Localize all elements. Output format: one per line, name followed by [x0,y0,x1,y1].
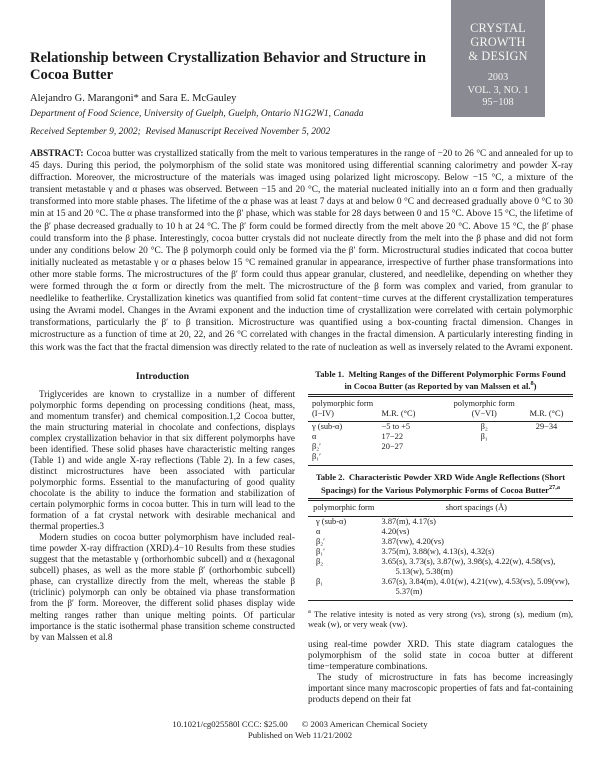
table1-melting-ranges [308,394,573,466]
article-authors: Alejandro G. Marangoni* and Sara E. McGauley [30,93,237,104]
table-cell: 17−22 [381,432,404,442]
table-cell: 3.67(s), 3.84(m), 4.01(w), 4.21(vw), 4.53(vs), 5.09(vw), 5.37(m) [381,576,570,596]
table-header-cell: short spacings (Å) [380,500,573,517]
right-col-paragraph-2: The study of microstructure in fats has become increasingly important since many macroscopic properties of fats and fat-containing products depend on their fat [308,672,573,705]
table-cell: β₂′ [316,536,326,546]
right-col-paragraph-1: using real-time powder XRD. This state diagram catalogues the polymorphism of the solid state in cocoa butter at different time−temperature combinations. [308,638,573,672]
page-footer [0,719,600,741]
two-column-body [30,369,573,706]
table-row [308,442,573,452]
journal-issue-info [451,72,545,109]
table-cell: β₁′ [316,546,326,556]
table-header-cell: polymorphic form [308,500,380,517]
published-on-web-line: Published on Web 11/21/2002 [247,730,353,740]
table-header-row [308,500,573,517]
article-title: Relationship between Crystallization Behavior and Structure in Cocoa Butter [30,50,426,83]
table-cell: γ (sub-α) [316,516,347,526]
intro-paragraph-2: Modern studies on cocoa butter polymorphism have included real-time powder X-ray diffraction (XRD).4−10 Results from these studies suggest that the metastable γ (orthorhombic subcell) and α (hexagonal subcell) phases, as well as the more stable β′ (orthorhombic subcell) phase, can crystallize directly from the melt, whereas the stable β (triclinic) polymorph can only be obtained via phase transformation from the β′ form. Moreover, the different solid phases display wide melting ranges rather than unique melting points. Of particular importance is the static isothermal phase transition scheme constructed by van Malssen et al.8 [30,532,295,642]
table-header-row [308,396,573,422]
table-cell [380,452,449,466]
table-row [308,527,573,537]
section-heading-introduction: Introduction [135,370,190,382]
table-cell [520,442,573,452]
table-row [308,516,573,527]
table-row [308,452,573,466]
table-cell: 3.87(vw), 4.20(vs) [381,536,444,546]
journal-name-line-2: GROWTH [470,34,526,49]
journal-pages: 95−108 [482,97,514,109]
received-dates: Received September 9, 2002; Revised Manuscript Received November 5, 2002 [30,127,331,137]
table-header-cell: polymorphic form (I−IV) [308,396,380,422]
table-cell [448,452,520,466]
journal-name-line-1: CRYSTAL [470,21,526,35]
table2-title: Table 2. Characteristic Powder XRD Wide Angle Reflections (Short Spacings) for the Various Polymorphic Forms of Cocoa Butter$^{27,a}$ [315,472,566,495]
table-cell: 3.87(m), 4.17(s) [381,516,436,526]
footer-doi-copyright-line [0,719,600,730]
intro-paragraph-1: Triglycerides are known to crystallize in a number of different polymorphic forms depending on processing conditions (heat, mass, and momentum transfer) and chemical composition.1,2 Cocoa butter, the main structuring material in chocolate and confections, displays complex crystallization behavior in that six different polymorphs have been identified. These solid phases have characteristic melting ranges (Table 1) and wide angle X-ray reflections (Table 2). In a few cases, distinct microstructures have been associated with particular polymorphic forms. Essential to the manufacturing of good quality chocolate is the ability to induce the formation and stabilization of certain polymorphic forms in cocoa butter. This in turn will lead to the formation of a fat crystal network with desirable mechanical and thermal properties.3 [30,388,295,532]
table-header-cell: M.R. (°C) [380,396,449,422]
abstract-text: Cocoa butter was crystallized statically from the melt to various temperatures in the range of −20 to 26 °C and annealed for up to 45 days. During this period, the polymorphism of the solid state was monitored using differential scanning calorimetry and powder X-ray diffraction. Moreover, the microstructure of the materials was imaged using polarized light microscopy. Below −15 °C, a mixture of the transient metastable γ and α phases was observed. Between −15 and 20 °C, the material nucleated initially into an α form and then gradually transformed into more stable phases. The lifetime of the α phase was at least 7 days at and below 0 °C and decreased gradually above 0 °C to 30 min at 15 and 20 °C. The α phase transformed into the β′ phase, which was stable for 28 days between 0 and 15 °C. Above 15 °C, the lifetime of the β′ phase decreased gradually to 10 h at 24 °C. The β′ form could be formed directly from the melt above 20 °C. Above 15 °C, the β′ phase could transform into the β phase. Interestingly, cocoa butter crystals did not nucleate directly from the melt into the β phase and did not form under any conditions below 20 °C. The β polymorph could only be formed via the β′ form. Microstructural studies indicated that cocoa butter initially nucleated as metastable γ or α phases below 15 °C remained granular in appearance, irrespective of further phase transformations into other more stable forms. The microstructures of the β′ form could thus appear granular, clustered, and needlelike, depending on whether they were formed through the α form or directly from the melt. The microstructure of the β form was complex and varied, from granular to needlelike to featherlike. Crystallization kinetics was quantified from solid fat content−time curves at the different crystallization temperatures using the Avrami model. Changes in the Avrami exponent and the induction time of crystallization were correlated with certain polymorphic transformations, particularly the β′ to β transition. Microstructure was quantified using a box-counting fractal dimension. Changes in microstructure as a function of time at 20, 22, and 26 °C correlated with changes in the fractal dimension. A particularly interesting finding in this work was the fact that the fractal dimension was directly related to the rate of nucleation as well as inversely related to the Avrami exponent. [30,149,573,353]
right-column [308,369,573,706]
table2-footnote-marker: a [308,607,311,615]
table-cell: β₂′ [312,442,322,452]
table2-footnote [308,607,573,630]
table-header-cell: M.R. (°C) [520,396,573,422]
table-cell: 3.65(s), 3.73(s), 3.87(w), 3.98(s), 4.22(w), 4.58(vs), 5.13(w), 5.38(m) [381,556,556,576]
table-cell [520,452,573,466]
table-cell: α [312,432,317,442]
doi-ccc: 10.1021/cg025580l CCC: $25.00 [172,719,288,729]
table-cell: γ (sub-α) [312,422,343,432]
article-affiliation: Department of Food Science, University of Guelph, Guelph, Ontario N1G2W1, Canada [30,109,364,119]
table-row [308,547,573,557]
left-column [30,369,295,706]
table-row [308,432,573,442]
table-cell [520,432,573,442]
table-cell: 3.75(m), 3.88(w), 4.13(s), 4.32(s) [381,546,495,556]
table-cell: 20−27 [381,442,404,452]
table-cell: 29−34 [535,422,558,432]
table-cell: β₁ [316,576,324,586]
abstract-label: ABSTRACT: [30,149,84,159]
abstract [30,148,573,354]
journal-name [451,22,545,63]
table-row [308,537,573,547]
table-row [308,557,573,577]
table2-footnote-text: The relative intesity is noted as very strong (vs), strong (s), medium (m), weak (w), or very weak (vw). [308,609,573,629]
copyright-notice: © 2003 American Chemical Society [301,719,428,729]
table-cell: β₂ [480,422,488,432]
table2-xrd-reflections [308,498,573,601]
journal-year: 2003 [487,72,509,84]
table-cell: β₁ [480,432,488,442]
table-cell: α [316,526,321,536]
table2-title-reference: 27,a [549,483,561,491]
table-row [308,577,573,601]
journal-name-line-3: & DESIGN [468,48,528,63]
table-cell: β₂ [316,556,324,566]
table1-title-reference: 8 [530,380,534,387]
table-cell [448,442,520,452]
table-row [308,422,573,433]
table-cell: −5 to +5 [381,422,411,432]
journal-volume: VOL. 3, NO. 1 [467,84,529,96]
table-cell: 4.20(vs) [381,526,410,536]
table-header-cell: polymorphic form (V−VI) [448,396,520,422]
table1-title: Table 1. Melting Ranges of the Different Polymorphic Forms Found in Cocoa Butter (as Reported by van Malssen et al.$^8$) [315,368,566,391]
journal-masthead [451,0,545,117]
table-cell: β₁′ [312,452,322,462]
